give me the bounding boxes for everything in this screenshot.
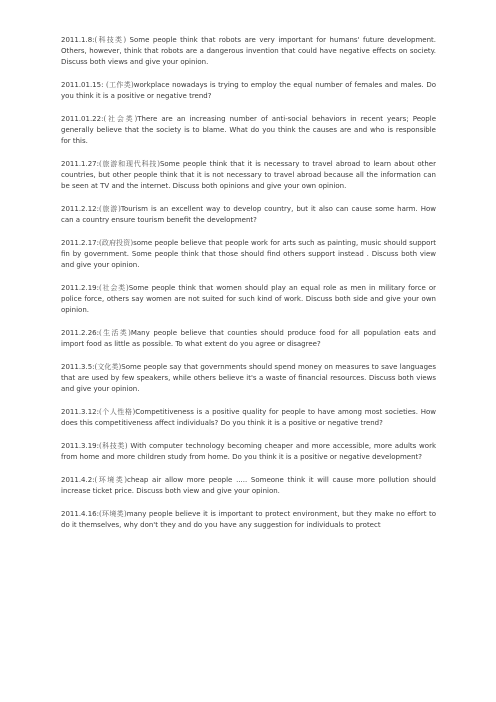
entry-date: 2011.2.17: xyxy=(61,239,99,247)
entry-category: (社会类) xyxy=(103,115,138,123)
entry-text: With computer technology becoming cheaper and more accessible, more adults work from home and more children study from home. Do you think it is a positive or negative development? xyxy=(61,442,436,461)
document-page xyxy=(61,35,436,543)
essay-topic-entry xyxy=(61,509,436,531)
entry-text: workplace nowadays is trying to employ the equal number of females and males. Do you think it is a positive or negative trend? xyxy=(61,81,437,100)
entry-category: (政府投资) xyxy=(98,239,134,247)
entry-category: (环境类) xyxy=(94,476,127,484)
entry-category: (科技类) xyxy=(94,36,127,44)
entry-date: 2011.3.19: xyxy=(61,442,99,450)
entry-text: some people believe that people work for arts such as painting, music should support fin by government. Some people think that those should find others support instead . Discuss both view and give your opinion. xyxy=(61,239,436,269)
entry-category: (生活类) xyxy=(98,329,131,337)
entry-date: 2011.01.15: xyxy=(61,81,104,89)
entry-paragraph xyxy=(61,35,436,68)
entry-paragraph xyxy=(61,475,436,497)
entry-date: 2011.01.22: xyxy=(61,115,104,123)
entry-category: (科技类) xyxy=(98,442,128,450)
entry-category: (个人性格) xyxy=(98,408,136,416)
entry-date: 2011.2.19: xyxy=(61,284,99,292)
essay-topic-entry xyxy=(61,328,436,350)
entry-text: cheap air allow more people ..... Someone think it will cause more pollution should increase ticket price. Discuss both view and give your opinion. xyxy=(61,476,437,495)
entry-date: 2011.1.27: xyxy=(61,160,99,168)
entry-text: Some people think that it is necessary to travel abroad to learn about other countries, but other people think that it is not necessary to travel abroad because all the information can be seen at TV and the internet. Discuss both opinions and give your own opinion. xyxy=(61,160,436,190)
entry-category: (旅游和现代科技) xyxy=(98,160,160,168)
entry-category: (社会类) xyxy=(98,284,129,292)
entry-text: Some people say that governments should spend money on measures to save languages that are used by few speakers, while others believe it's a waste of financial resources. Discuss both views and give your opinion. xyxy=(61,363,436,393)
entry-category: (旅游) xyxy=(98,205,121,213)
entry-paragraph xyxy=(61,238,436,271)
entry-text: many people believe it is important to protect environment, but they make no effort to do it themselves, why don't they and do you have any suggestion for individuals to protect xyxy=(61,510,436,529)
entry-paragraph xyxy=(61,204,436,226)
entry-date: 2011.2.26: xyxy=(61,329,99,337)
essay-topic-entry xyxy=(61,283,436,316)
entry-paragraph xyxy=(61,509,436,531)
essay-topic-entry xyxy=(61,159,436,192)
entry-text: There are an increasing number of anti-social behaviors in recent years; People generally believe that the society is to blame. What do you think the causes are and who is responsible for this. xyxy=(61,115,436,145)
entry-text: Many people believe that counties should produce food for all population eats and import food as little as possible. To what extent do you agree or disagree? xyxy=(61,329,436,348)
entry-paragraph xyxy=(61,283,436,316)
entry-paragraph xyxy=(61,80,436,102)
essay-topic-entry xyxy=(61,407,436,429)
essay-topic-entry xyxy=(61,238,436,271)
essay-topic-entry xyxy=(61,441,436,463)
entry-date: 2011.4.16: xyxy=(61,510,99,518)
entry-text: Some people think that women should play an equal role as men in military force or police force, others say women are not suited for such kind of work. Discuss both side and give your own opinion. xyxy=(61,284,436,314)
essay-topic-entry xyxy=(61,475,436,497)
entry-category: (工作类) xyxy=(103,81,134,89)
entry-paragraph xyxy=(61,159,436,192)
essay-topic-entry xyxy=(61,362,436,395)
entry-text: Tourism is an excellent way to develop country, but it also can cause some harm. How can a country ensure tourism benefit the development? xyxy=(61,205,436,224)
entry-date: 2011.1.8: xyxy=(61,36,95,44)
entry-paragraph xyxy=(61,114,436,147)
entry-paragraph xyxy=(61,362,436,395)
entry-date: 2011.3.12: xyxy=(61,408,99,416)
essay-topic-entry xyxy=(61,204,436,226)
essay-topic-entry xyxy=(61,80,436,102)
entry-text: Competitiveness is a positive quality for people to have among most societies. How does this competitiveness affect individuals? Do you think it is a positive or negative trend? xyxy=(61,408,436,427)
entry-paragraph xyxy=(61,407,436,429)
entry-date: 2011.2.12: xyxy=(61,205,99,213)
essay-topic-entry xyxy=(61,114,436,147)
entry-category: (环境类) xyxy=(98,510,127,518)
entry-category: (文化类) xyxy=(94,363,122,371)
entry-paragraph xyxy=(61,441,436,463)
entry-text: Some people think that robots are very important for humans' future development. Others, however, think that robots are a dangerous invention that could have negative effects on society. Discuss both views and give your opinion. xyxy=(61,36,436,66)
essay-topic-entry xyxy=(61,35,436,68)
entry-paragraph xyxy=(61,328,436,350)
entry-date: 2011.4.2: xyxy=(61,476,95,484)
entry-date: 2011.3.5: xyxy=(61,363,95,371)
